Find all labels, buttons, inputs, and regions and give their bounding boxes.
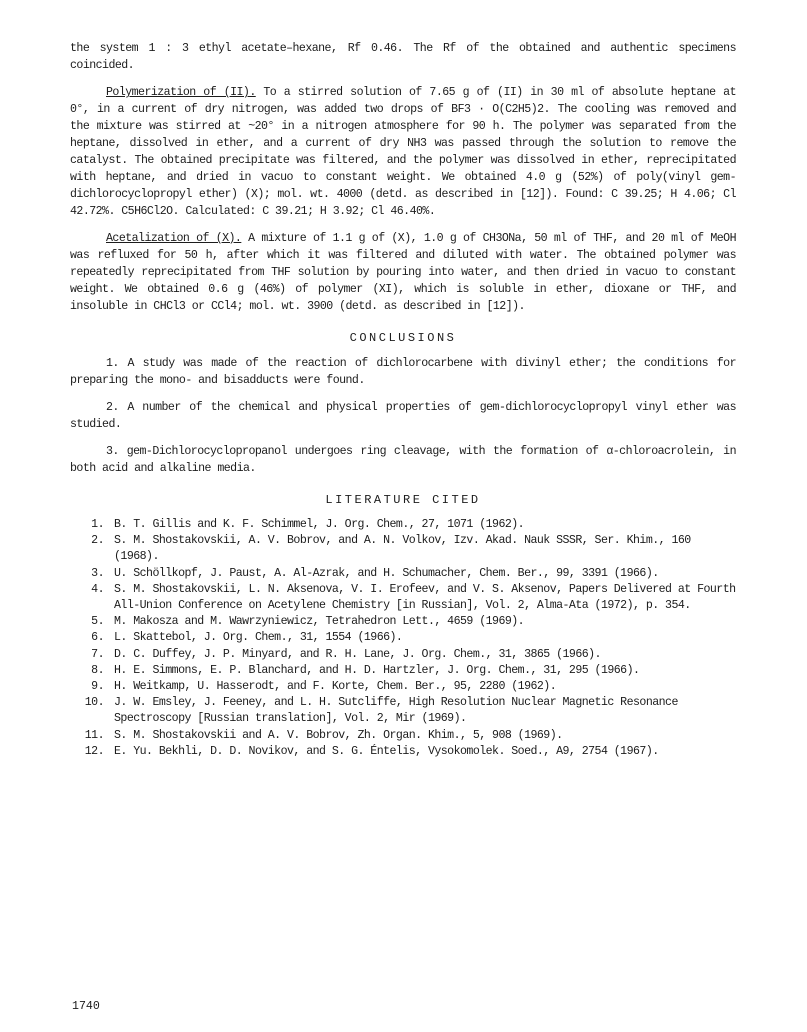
reference-number: 6. [91, 631, 104, 645]
reference-number: 9. [91, 680, 104, 694]
reference-text: S. M. Shostakovskii, L. N. Aksenova, V. I. Erofeev, and V. S. Aksenov, Papers Delivered at Fourth All-Union Conference on Acetylene Chemistry [in Russian], Vol. 2, Alma-Ata (1972), p. 354. [114, 582, 736, 613]
reference-item [70, 614, 736, 630]
acetalization-paragraph [70, 230, 736, 315]
reference-item [70, 695, 736, 727]
reference-list [70, 517, 736, 760]
literature-heading: LITERATURE CITED [325, 493, 481, 507]
reference-text: L. Skattebol, J. Org. Chem., 31, 1554 (1966). [114, 631, 403, 645]
reference-item [70, 679, 736, 695]
reference-item [70, 630, 736, 646]
reference-text: J. W. Emsley, J. Feeney, and L. H. Sutcliffe, High Resolution Nuclear Magnetic Resonance Spectroscopy [Russian translation], Vol. 2, Mir (1969). [114, 696, 678, 726]
reference-item [70, 728, 736, 744]
intro-paragraph: the system 1 : 3 ethyl acetate–hexane, Rf 0.46. The Rf of the obtained and authentic specimens coincided. [70, 42, 736, 72]
reference-item [70, 517, 736, 533]
reference-number: 1. [91, 518, 104, 531]
reference-number: 5. [91, 615, 104, 629]
conclusion-item: 1. A study was made of the reaction of dichlorocarbene with divinyl ether; the conditions for preparing the mono- and bisadducts were found. [70, 357, 736, 387]
reference-text: D. C. Duffey, J. P. Minyard, and R. H. Lane, J. Org. Chem., 31, 3865 (1966). [114, 647, 601, 661]
reference-item [70, 582, 736, 614]
conclusions-list [70, 355, 736, 477]
acetalization-text: A mixture of 1.1 g of (X), 1.0 g of CH3ONa, 50 ml of THF, and 20 ml of MeOH was refluxed for 50 h, after which it was filtered and diluted with water. The obtained polymer was repeatedly reprecipitated from THF solution by pouring into water, and then dried in vacuo to constant weight. We obtained 0.6 g (46%) of polymer (XI), which is soluble in ether, dioxane or THF, and insoluble in CHCl3 or CCl4; mol. wt. 3900 (detd. as described in [12]). [70, 232, 736, 313]
reference-item [70, 566, 736, 582]
reference-text: S. M. Shostakovskii, A. V. Bobrov, and A. N. Volkov, Izv. Akad. Nauk SSSR, Ser. Khim., 160 (1968). [114, 534, 691, 564]
reference-text: E. Yu. Bekhli, D. D. Novikov, and S. G. Éntelis, Vysokomolek. Soed., A9, 2754 (1967). [114, 744, 659, 758]
page-body [70, 40, 736, 760]
conclusion-item: 3. gem-Dichlorocyclopropanol undergoes ring cleavage, with the formation of α-chloroacrolein, in both acid and alkaline media. [70, 445, 736, 475]
reference-number: 12. [84, 744, 104, 758]
polymerization-heading: Polymerization of (II). [106, 86, 256, 99]
reference-text: S. M. Shostakovskii and A. V. Bobrov, Zh. Organ. Khim., 5, 908 (1969). [114, 728, 563, 742]
polymerization-paragraph [70, 84, 736, 220]
reference-number: 8. [91, 663, 104, 677]
polymerization-text: To a stirred solution of 7.65 g of (II) in 30 ml of absolute heptane at 0°, in a current of dry nitrogen, was added two drops of BF3 · O(C2H5)2. The cooling was removed and the mixture was stirred at ~20° in a nitrogen atmosphere for 90 h. The polymer was separated from the heptane, dissolved in ether, and a current of dry NH3 was passed through the solution to remove the catalyst. The obtained precipitate was filtered, and the polymer was dissolved in ether, reprecipitated with heptane, and dried in vacuo to constant weight. We obtained 4.0 g (52%) of poly(vinyl gem-dichlorocyclopropyl ether) (X); mol. wt. 4000 (detd. as described in [12]). Found: C 39.25; H 4.06; Cl 42.72%. C5H6Cl2O. Calculated: C 39.21; H 3.92; Cl 46.40%. [70, 86, 736, 218]
reference-text: H. E. Simmons, E. P. Blanchard, and H. D. Hartzler, J. Org. Chem., 31, 295 (1966). [114, 663, 640, 677]
reference-number: 7. [91, 647, 104, 661]
reference-text: U. Schöllkopf, J. Paust, A. Al-Azrak, and H. Schumacher, Chem. Ber., 99, 3391 (1966). [114, 566, 659, 580]
page-number: 1740 [72, 1000, 100, 1013]
reference-text: B. T. Gillis and K. F. Schimmel, J. Org. Chem., 27, 1071 (1962). [114, 518, 525, 531]
reference-text: H. Weitkamp, U. Hasserodt, and F. Korte, Chem. Ber., 95, 2280 (1962). [114, 680, 557, 694]
reference-item [70, 663, 736, 679]
reference-item [70, 647, 736, 663]
reference-number: 11. [84, 728, 104, 742]
reference-number: 10. [84, 696, 104, 710]
reference-number: 3. [91, 566, 104, 580]
reference-item [70, 533, 736, 565]
conclusion-item: 2. A number of the chemical and physical properties of gem-dichlorocyclopropyl vinyl ether was studied. [70, 401, 736, 431]
reference-number: 4. [91, 582, 104, 596]
reference-item [70, 744, 736, 760]
acetalization-heading: Acetalization of (X). [106, 232, 242, 245]
reference-text: M. Makosza and M. Wawrzyniewicz, Tetrahedron Lett., 4659 (1969). [114, 615, 525, 629]
reference-number: 2. [91, 534, 104, 548]
conclusions-heading: CONCLUSIONS [349, 331, 457, 345]
